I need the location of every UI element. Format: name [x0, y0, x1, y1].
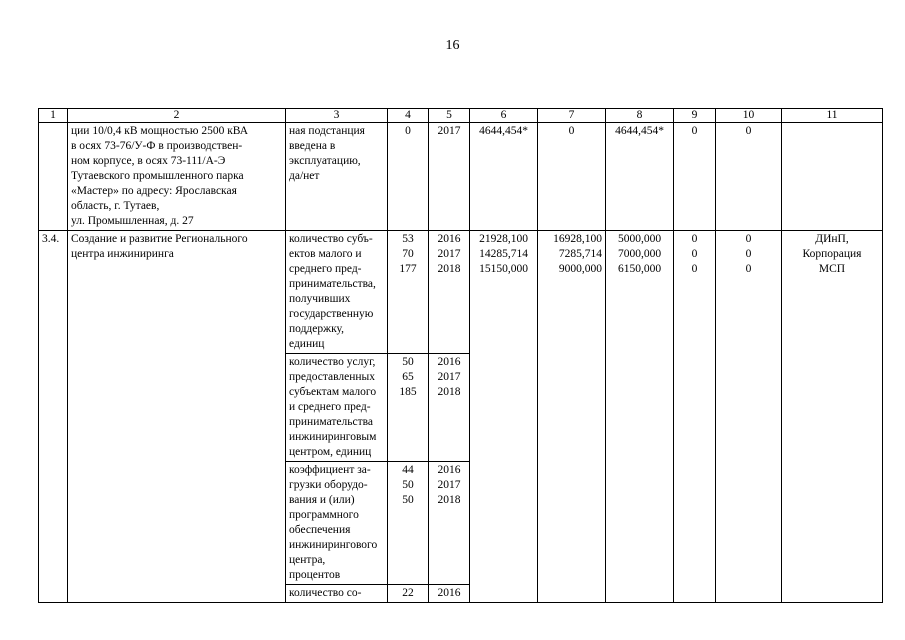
- column-number: 3: [286, 109, 388, 123]
- funding-total-cell: 4644,454*: [470, 123, 538, 231]
- event-name-cell: ции 10/0,4 кВ мощностью 2500 кВА в осях 73-76/У-Ф в производствен- ном корпусе, в осях 73-111/А-Э Тутаевского промышленного парка «Мастер» по адресу: Ярославская область, г. Тутаев, ул. Промышленная, д. 27: [68, 123, 286, 231]
- indicator-name-cell: количество субъ- ектов малого и среднего пред- принимательства, получивших государственную поддержку, единиц: [286, 231, 388, 354]
- indicator-value-cell: 53 70 177: [388, 231, 429, 354]
- indicator-name-cell: количество со-: [286, 585, 388, 603]
- indicator-name-cell: количество услуг, предоставленных субъектам малого и среднего пред- принимательства инжиниринговым центром, единиц: [286, 354, 388, 462]
- funding-other-cell: 0: [716, 123, 782, 231]
- column-number: 1: [39, 109, 68, 123]
- funding-local-cell: 0: [674, 123, 716, 231]
- indicator-value-cell: 44 50 50: [388, 462, 429, 585]
- column-number: 6: [470, 109, 538, 123]
- table-row-3-4: [39, 231, 883, 354]
- column-number: 7: [538, 109, 606, 123]
- funding-other-cell: 0 0 0: [716, 231, 782, 603]
- executor-cell: ДИнП, Корпорация МСП: [782, 231, 883, 603]
- year-cell: 2016 2017 2018: [429, 462, 470, 585]
- column-number: 11: [782, 109, 883, 123]
- program-table: [38, 108, 883, 603]
- column-number: 9: [674, 109, 716, 123]
- funding-federal-cell: 0: [538, 123, 606, 231]
- indicator-value-cell: 0: [388, 123, 429, 231]
- column-number: 10: [716, 109, 782, 123]
- indicator-name-cell: коэффициент за- грузки оборудо- вания и (или) программного обеспечения инжинирингового центра, процентов: [286, 462, 388, 585]
- executor-cell: [782, 123, 883, 231]
- year-cell: 2016 2017 2018: [429, 231, 470, 354]
- funding-local-cell: 0 0 0: [674, 231, 716, 603]
- year-cell: 2016: [429, 585, 470, 603]
- column-number: 2: [68, 109, 286, 123]
- column-number: 4: [388, 109, 429, 123]
- row-index-cell: 3.4.: [39, 231, 68, 603]
- event-name-cell: Создание и развитие Регионального центра инжиниринга: [68, 231, 286, 603]
- funding-total-cell: 21928,100 14285,714 15150,000: [470, 231, 538, 603]
- funding-regional-cell: 5000,000 7000,000 6150,000: [606, 231, 674, 603]
- table-row-continued: [39, 123, 883, 231]
- indicator-value-cell: 22: [388, 585, 429, 603]
- funding-regional-cell: 4644,454*: [606, 123, 674, 231]
- indicator-value-cell: 50 65 185: [388, 354, 429, 462]
- column-number-row: [39, 109, 883, 123]
- indicator-name-cell: ная подстанция введена в эксплуатацию, да/нет: [286, 123, 388, 231]
- funding-federal-cell: 16928,100 7285,714 9000,000: [538, 231, 606, 603]
- row-index-cell: [39, 123, 68, 231]
- column-number: 5: [429, 109, 470, 123]
- column-number: 8: [606, 109, 674, 123]
- year-cell: 2017: [429, 123, 470, 231]
- year-cell: 2016 2017 2018: [429, 354, 470, 462]
- page-number: 16: [445, 38, 460, 53]
